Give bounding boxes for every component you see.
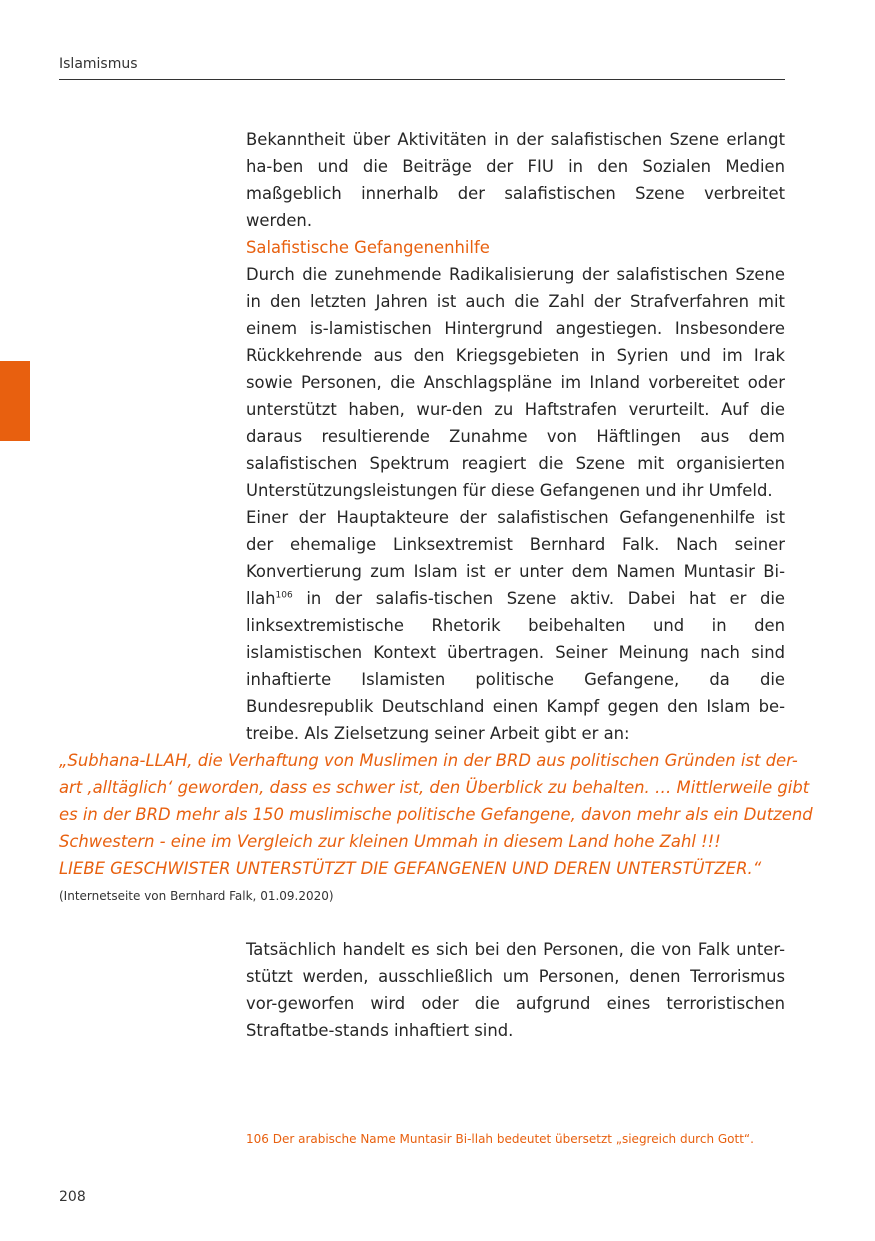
paragraph-3: Tatsächlich handelt es sich bei den Personen, die von Falk unter-stützt werden, ausschließlich um Personen, denen Terrorismus vor-geworfen wird oder die aufgrund eines terroristischen Straftatbe-stands inhaftiert sind. bbox=[246, 940, 785, 1040]
intro-text: Bekanntheit über Aktivitäten in der salafistischen Szene erlangt ha-ben und die Beiträge der FIU in den Sozialen Medien maßgeblich innerhalb der salafistischen Szene verbreitet werden. bbox=[246, 130, 785, 230]
paragraph-2 bbox=[246, 504, 785, 747]
page-number: 208 bbox=[59, 1189, 86, 1205]
quote-line: art ‚alltäglich‘ geworden, dass es schwer ist, den Überblick zu behalten. … Mittlerweile gibt bbox=[59, 778, 810, 797]
paragraph-1: Durch die zunehmende Radikalisierung der salafistischen Szene in den letzten Jahren ist auch die Zahl der Strafverfahren mit einem is-lamistischen Hintergrund angestiegen. Insbesondere Rückkehrende aus den Kriegsgebieten in Syrien und im Irak sowie Personen, die Anschlagspläne im Inland vorbereitet oder unterstützt haben, wur-den zu Haftstrafen verurteilt. Auf die daraus resultierende Zunahme von Häftlingen aus dem salafistischen Spektrum reagiert die Szene mit organisierten Unterstützungsleistungen für diese Gefangenen und ihr Umfeld. bbox=[246, 265, 785, 500]
paragraph-2-part-2: in der salafis-tischen Szene aktiv. Dabei hat er die linksextremistische Rhetorik beibehalten und in den islamistischen Kontext übertragen. Seiner Meinung nach sind inhaftierte Islamisten politische Gefangene, da die Bundesrepublik Deutschland einen Kampf gegen den Islam be-treibe. Als Zielsetzung seiner Arbeit gibt er an: bbox=[246, 589, 785, 743]
paragraph-2-part-1: Einer der Hauptakteure der salafistischen Gefangenenhilfe ist der ehemalige Linksextremist Bernhard Falk. Nach seiner Konvertierung zum Islam ist er unter dem Namen Muntasir Bi-llah bbox=[246, 508, 785, 608]
quote-source: (Internetseite von Bernhard Falk, 01.09.2020) bbox=[59, 889, 334, 903]
quote-line: „Subhana-LLAH, die Verhaftung von Muslimen in der BRD aus politischen Gründen ist der- bbox=[59, 751, 798, 770]
footnote: 106 Der arabische Name Muntasir Bi-llah bedeutet übersetzt „siegreich durch Gott“. bbox=[246, 1132, 754, 1146]
quote-line: LIEBE GESCHWISTER UNTERSTÜTZT DIE GEFANGENEN UND DEREN UNTERSTÜTZER.“ bbox=[59, 859, 762, 878]
quote-line: Schwestern - eine im Vergleich zur kleinen Ummah in diesem Land hohe Zahl !!! bbox=[59, 832, 721, 851]
intro-paragraph bbox=[246, 126, 785, 234]
header-divider bbox=[59, 79, 785, 80]
main-text-block bbox=[246, 234, 785, 747]
block-quote bbox=[59, 747, 813, 882]
chapter-side-tab bbox=[0, 361, 30, 441]
section-heading: Salafistische Gefangenenhilfe bbox=[246, 238, 490, 257]
paragraph-3-block bbox=[246, 936, 785, 1044]
running-header: Islamismus bbox=[59, 56, 138, 72]
quote-line: es in der BRD mehr als 150 muslimische politische Gefangene, davon mehr als ein Dutzend bbox=[59, 805, 813, 824]
footnote-reference[interactable]: 106 bbox=[275, 590, 293, 601]
